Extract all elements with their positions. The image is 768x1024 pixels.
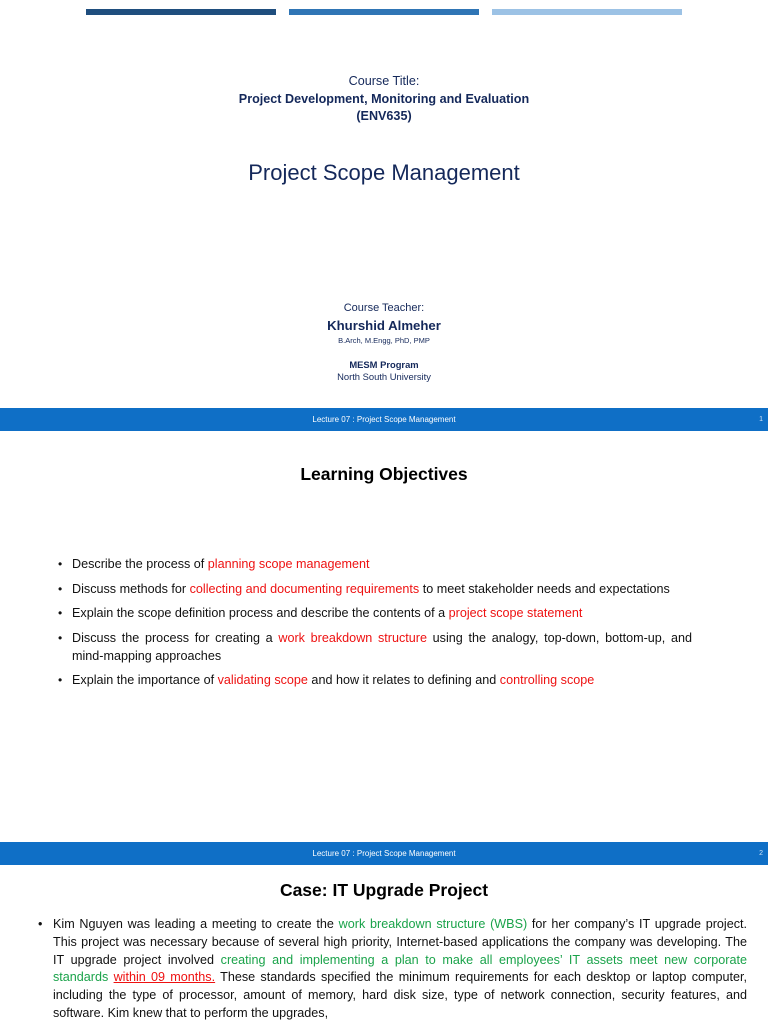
- slide-footer: [0, 842, 768, 865]
- top-bar-1: [86, 9, 276, 15]
- footer-text: Lecture 07 : Project Scope Management: [312, 849, 456, 858]
- objective-item: • Explain the importance of validating scope and how it relates to defining and controlling scope: [56, 671, 692, 689]
- objectives-list: [56, 555, 692, 696]
- page-number: 2: [759, 850, 763, 857]
- top-bar-3: [492, 9, 682, 15]
- objectives-heading: Learning Objectives: [300, 464, 468, 484]
- footer-text: Lecture 07 : Project Scope Management: [312, 415, 456, 424]
- lecture-title: Project Scope Management: [248, 160, 520, 185]
- case-heading: Case: IT Upgrade Project: [279, 880, 489, 900]
- objective-item: • Describe the process of planning scope management: [56, 555, 692, 573]
- course-name: Project Development, Monitoring and Evaluation: [238, 92, 530, 106]
- objective-item: • Explain the scope definition process and describe the contents of a project scope statement: [56, 604, 692, 622]
- slide-footer: [0, 408, 768, 431]
- university-name: North South University: [337, 371, 431, 382]
- page-number: 1: [759, 416, 763, 423]
- objective-item: • Discuss methods for collecting and documenting requirements to meet stakeholder needs and expectations: [56, 580, 692, 598]
- course-title-label: Course Title:: [348, 74, 420, 88]
- teacher-label: Course Teacher:: [343, 302, 425, 314]
- objective-item: • Discuss the process for creating a work breakdown structure using the analogy, top-down, bottom-up, and mind-mapping approaches: [56, 629, 692, 665]
- top-bar-2: [289, 9, 479, 15]
- deadline-highlight: within 09 months.: [113, 970, 216, 985]
- program-name: MESM Program: [349, 359, 419, 370]
- case-paragraph: • Kim Nguyen was leading a meeting to create the work breakdown structure (WBS) for her company’s IT upgrade project. This project was necessary because of several high priority, Internet-based applications the company was developing. The IT upgrade project involved creating and implementing a plan to make all employees’ IT assets meet new corporate standards within 09 months. These standards specified the minimum requirements for each desktop or laptop computer, including the type of processor, amount of memory, hard disk size, type of network connection, security features, and software. Kim knew that to perform the upgrades,: [36, 916, 747, 1023]
- teacher-name: Khurshid Almeher: [327, 318, 441, 333]
- teacher-degrees: B.Arch, M.Engg, PhD, PMP: [338, 336, 430, 345]
- course-code: (ENV635): [356, 109, 412, 123]
